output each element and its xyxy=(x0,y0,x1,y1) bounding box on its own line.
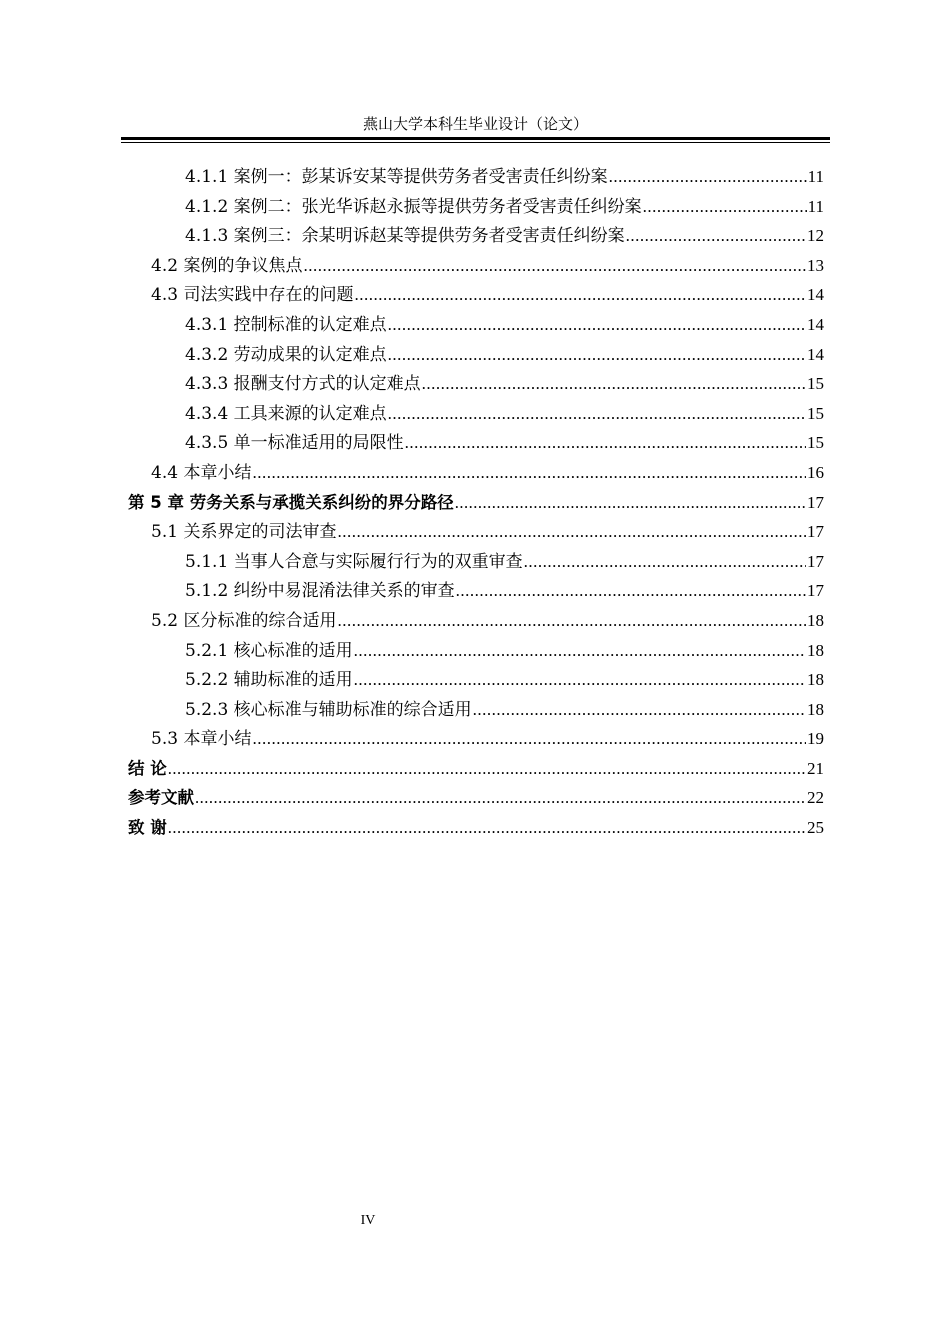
toc-entry-title: 5.3 本章小结 xyxy=(151,729,252,750)
toc-entry-title: 5.1 关系界定的司法审查 xyxy=(151,522,337,543)
toc-dot-leader xyxy=(473,695,806,725)
toc-entry-page: 18 xyxy=(807,670,824,690)
toc-entry[interactable] xyxy=(128,192,824,222)
toc-entry[interactable] xyxy=(128,665,824,695)
toc-entry-title: 4.1.1 案例一：彭某诉安某等提供劳务者受害责任纠纷案 xyxy=(185,167,608,187)
toc-entry[interactable] xyxy=(128,310,824,340)
toc-dot-leader xyxy=(354,636,806,666)
toc-entry-page: 14 xyxy=(807,344,824,364)
toc-dot-leader xyxy=(405,428,806,458)
toc-entry-page: 17 xyxy=(807,581,824,601)
toc-entry[interactable] xyxy=(128,221,824,251)
toc-entry-page: 18 xyxy=(807,610,824,630)
toc-entry-page: 11 xyxy=(807,196,824,216)
toc-entry[interactable] xyxy=(128,636,824,666)
toc-entry-page: 15 xyxy=(807,374,824,394)
toc-dot-leader xyxy=(456,576,806,606)
toc-dot-leader xyxy=(455,488,806,518)
toc-entry-page: 17 xyxy=(807,551,824,571)
toc-entry-title: 4.3.3 报酬支付方式的认定难点 xyxy=(185,374,421,395)
toc-entry-title: 4.3.1 控制标准的认定难点 xyxy=(185,314,387,335)
toc-entry-page: 25 xyxy=(807,818,824,838)
toc-dot-leader xyxy=(354,665,806,695)
toc-entry-title: 4.4 本章小结 xyxy=(151,462,252,483)
toc-entry-page: 17 xyxy=(807,522,824,542)
toc-entry-title: 5.2.2 辅助标准的适用 xyxy=(185,670,353,691)
toc-entry-page: 19 xyxy=(807,729,824,749)
toc-entry-page: 14 xyxy=(807,314,824,334)
toc-dot-leader xyxy=(643,192,807,222)
toc-dot-leader xyxy=(252,458,806,488)
toc-entry-title: 第 5 章 劳务关系与承揽关系纠纷的界分路径 xyxy=(128,492,454,512)
toc-entry-page: 12 xyxy=(807,226,824,246)
toc-entry[interactable] xyxy=(128,488,824,518)
toc-entry-title: 5.1.2 纠纷中易混淆法律关系的审查 xyxy=(185,581,455,602)
toc-entry-title: 4.3 司法实践中存在的问题 xyxy=(151,285,354,306)
toc-dot-leader xyxy=(168,754,806,784)
toc-entry-title: 4.3.2 劳动成果的认定难点 xyxy=(185,344,387,365)
toc-dot-leader xyxy=(337,517,806,547)
toc-entry[interactable] xyxy=(128,458,824,488)
toc-entry-title: 结 论 xyxy=(128,758,167,778)
page-number: IV xyxy=(360,1213,376,1228)
toc-dot-leader xyxy=(609,162,807,192)
toc-entry-title: 参考文献 xyxy=(128,788,194,808)
toc-entry[interactable] xyxy=(128,399,824,429)
toc-entry-title: 5.2 区分标准的综合适用 xyxy=(151,610,337,631)
toc-entry-page: 11 xyxy=(807,167,824,186)
toc-dot-leader xyxy=(195,783,806,813)
running-header: 燕山大学本科生毕业设计（论文） xyxy=(362,115,588,133)
toc-dot-leader xyxy=(626,221,806,251)
toc-entry[interactable] xyxy=(128,695,824,725)
header-rule-thin xyxy=(121,142,830,143)
toc-entry-page: 14 xyxy=(807,285,824,305)
toc-entry-title: 4.3.5 单一标准适用的局限性 xyxy=(185,433,404,454)
table-of-contents xyxy=(128,162,824,843)
toc-entry-title: 致 谢 xyxy=(128,818,167,838)
toc-entry[interactable] xyxy=(128,813,824,843)
toc-entry[interactable] xyxy=(128,428,824,458)
toc-dot-leader xyxy=(337,606,806,636)
toc-entry[interactable] xyxy=(128,576,824,606)
toc-entry-title: 5.2.3 核心标准与辅助标准的综合适用 xyxy=(185,699,472,720)
header-rule-thick xyxy=(121,137,830,140)
toc-entry-title: 5.1.1 当事人合意与实际履行行为的双重审查 xyxy=(185,551,523,572)
toc-entry-title: 4.3.4 工具来源的认定难点 xyxy=(185,403,387,424)
toc-entry-page: 21 xyxy=(807,758,824,778)
toc-dot-leader xyxy=(422,369,806,399)
toc-entry[interactable] xyxy=(128,340,824,370)
toc-dot-leader xyxy=(303,251,806,281)
toc-entry-page: 15 xyxy=(807,433,824,453)
toc-entry[interactable] xyxy=(128,754,824,784)
toc-dot-leader xyxy=(388,340,806,370)
toc-entry-title: 5.2.1 核心标准的适用 xyxy=(185,640,353,661)
toc-entry-page: 13 xyxy=(807,255,824,275)
toc-entry[interactable] xyxy=(128,517,824,547)
toc-entry-title: 4.2 案例的争议焦点 xyxy=(151,255,303,276)
toc-entry-title: 4.1.2 案例二：张光华诉赵永振等提供劳务者受害责任纠纷案 xyxy=(185,196,642,217)
toc-dot-leader xyxy=(168,813,806,843)
toc-entry-title: 4.1.3 案例三：余某明诉赵某等提供劳务者受害责任纠纷案 xyxy=(185,226,625,247)
toc-entry[interactable] xyxy=(128,547,824,577)
toc-entry[interactable] xyxy=(128,724,824,754)
toc-dot-leader xyxy=(354,280,806,310)
toc-dot-leader xyxy=(388,310,806,340)
toc-entry[interactable] xyxy=(128,280,824,310)
toc-entry[interactable] xyxy=(128,369,824,399)
toc-entry[interactable] xyxy=(128,606,824,636)
toc-entry[interactable] xyxy=(128,783,824,813)
toc-entry-page: 18 xyxy=(807,699,824,719)
toc-entry-page: 15 xyxy=(807,403,824,423)
toc-dot-leader xyxy=(252,724,806,754)
toc-dot-leader xyxy=(388,399,806,429)
toc-entry-page: 22 xyxy=(807,788,824,808)
toc-dot-leader xyxy=(524,547,806,577)
toc-entry-page: 16 xyxy=(807,462,824,482)
toc-entry-page: 18 xyxy=(807,640,824,660)
toc-entry[interactable] xyxy=(128,251,824,281)
toc-entry-page: 17 xyxy=(807,492,824,512)
toc-entry[interactable] xyxy=(128,162,824,192)
